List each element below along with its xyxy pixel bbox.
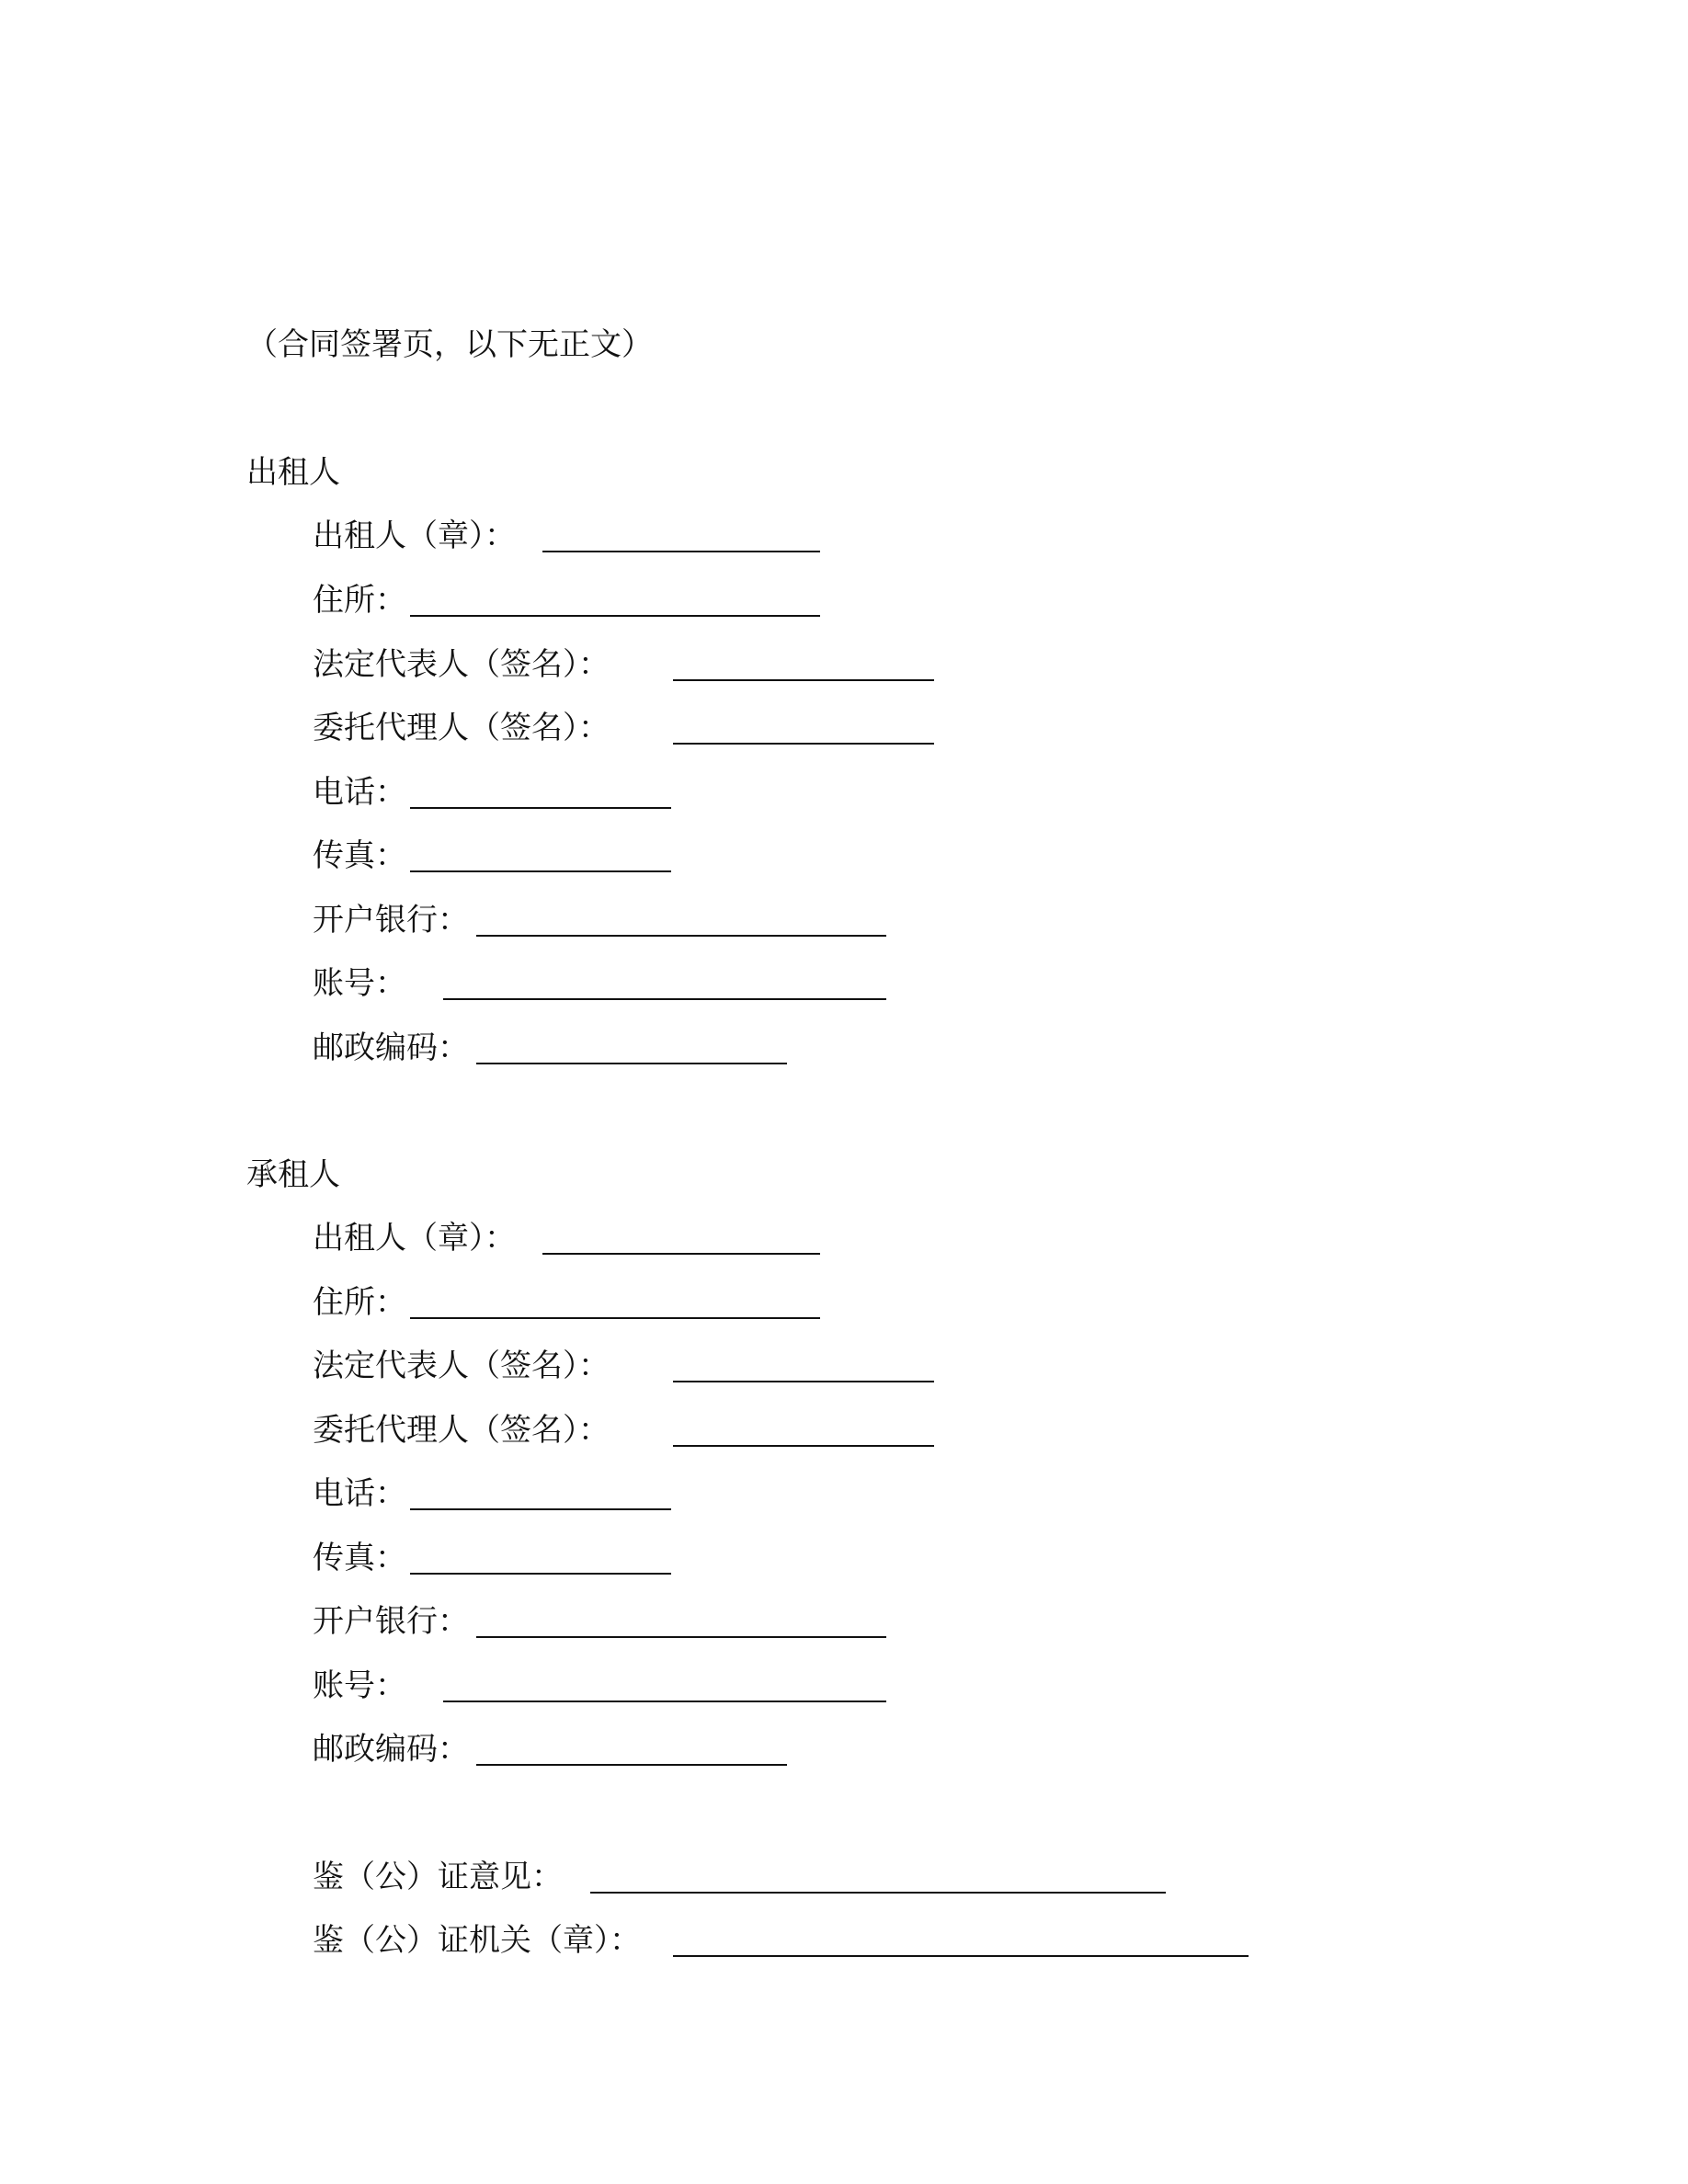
lessor-postcode-label: 邮政编码：	[313, 1029, 469, 1066]
lessor-agent-label: 委托代理人（签名）：	[313, 710, 610, 746]
lessor-bank-line[interactable]	[476, 935, 886, 937]
lessor-seal-label: 出租人（章）：	[313, 518, 516, 554]
lessee-postcode-label: 邮政编码：	[313, 1731, 469, 1768]
lessor-postcode-line[interactable]	[476, 1063, 787, 1064]
lessee-legal-rep-label: 法定代表人（签名）：	[313, 1348, 610, 1384]
lessee-fax-label: 传真：	[313, 1540, 406, 1576]
lessor-phone-label: 电话：	[313, 774, 406, 811]
notary-authority-label: 鉴（公）证机关（章）：	[313, 1922, 641, 1959]
lessee-account-label: 账号：	[313, 1667, 406, 1704]
notary-authority-line[interactable]	[673, 1955, 1249, 1957]
lessor-heading: 出租人	[246, 454, 340, 491]
lessor-legal-rep-label: 法定代表人（签名）：	[313, 646, 610, 683]
lessee-agent-label: 委托代理人（签名）：	[313, 1412, 610, 1449]
lessee-bank-label: 开户银行：	[313, 1603, 469, 1640]
signature-page-note: （合同签署页，以下无正文）	[246, 326, 653, 363]
lessor-legal-rep-line[interactable]	[673, 679, 934, 681]
lessee-fax-line[interactable]	[410, 1573, 671, 1575]
lessor-fax-line[interactable]	[410, 870, 671, 872]
lessor-account-label: 账号：	[313, 965, 406, 1002]
lessor-phone-line[interactable]	[410, 807, 671, 809]
lessee-heading: 承租人	[246, 1156, 340, 1193]
notary-opinion-line[interactable]	[590, 1892, 1166, 1894]
lessor-bank-label: 开户银行：	[313, 902, 469, 938]
lessor-seal-line[interactable]	[542, 551, 820, 552]
lessor-agent-line[interactable]	[673, 743, 934, 745]
lessee-address-label: 住所：	[313, 1284, 406, 1321]
lessee-phone-label: 电话：	[313, 1475, 406, 1512]
lessor-address-label: 住所：	[313, 582, 406, 619]
lessor-account-line[interactable]	[443, 998, 886, 1000]
lessor-fax-label: 传真：	[313, 837, 406, 874]
lessee-legal-rep-line[interactable]	[673, 1381, 934, 1382]
lessee-seal-line[interactable]	[542, 1253, 820, 1255]
lessee-account-line[interactable]	[443, 1701, 886, 1702]
lessee-agent-line[interactable]	[673, 1445, 934, 1447]
lessee-seal-label: 出租人（章）：	[313, 1220, 516, 1257]
lessee-postcode-line[interactable]	[476, 1764, 787, 1766]
lessee-phone-line[interactable]	[410, 1508, 671, 1510]
lessee-address-line[interactable]	[410, 1317, 820, 1319]
lessor-address-line[interactable]	[410, 615, 820, 617]
lessee-bank-line[interactable]	[476, 1636, 886, 1638]
notary-opinion-label: 鉴（公）证意见：	[313, 1859, 563, 1895]
